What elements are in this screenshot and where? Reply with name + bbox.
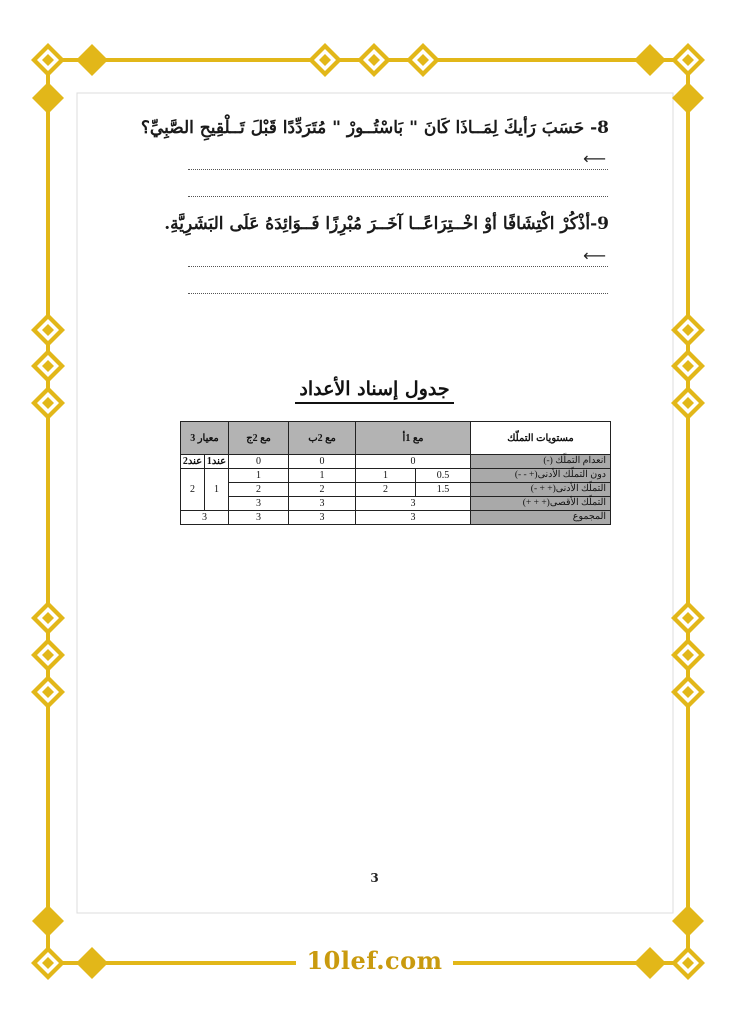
site-watermark: 10lef.com — [0, 946, 749, 975]
question-8: 8- حَسَبَ رَأيكَ لِمَــاذَا كَانَ " بَاسْتُــورْ " مُتَرَدِّدًا قَبْلَ تَــلْقِيحِ الصَّبِيِّ؟ — [140, 118, 609, 138]
cell: 3 — [181, 511, 229, 525]
cell: 1 — [205, 469, 229, 511]
level-label: التملّك الأقصى(+ + +) — [471, 497, 611, 511]
cell: 2 — [289, 483, 356, 497]
answer-line-q8-2[interactable] — [188, 182, 608, 197]
cell: 3 — [289, 497, 356, 511]
sub-header-2: عند2 — [181, 455, 205, 469]
cell: 3 — [356, 497, 471, 511]
cell: 2 — [229, 483, 289, 497]
cell: 3 — [356, 511, 471, 525]
header-criterion-2c: مع 2ج — [229, 422, 289, 455]
cell: 0 — [289, 455, 356, 469]
cell: 0 — [356, 455, 471, 469]
answer-line-q9-2[interactable] — [188, 279, 608, 294]
table-title: جدول إسناد الأعداد — [0, 378, 749, 400]
cell: 1 — [289, 469, 356, 483]
cell: 1 — [229, 469, 289, 483]
cell: 2 — [181, 469, 205, 511]
cell: 0 — [229, 455, 289, 469]
answer-line-q9-1[interactable] — [188, 246, 608, 267]
level-label: انعدام التملّك (-) — [471, 455, 611, 469]
header-criterion-2b: مع 2ب — [289, 422, 356, 455]
header-levels: مستويات التملّك — [471, 422, 611, 455]
cell: 0.5 — [416, 469, 471, 483]
cell: 3 — [289, 511, 356, 525]
level-label: التملّك الأدنى(+ + -) — [471, 483, 611, 497]
cell: 3 — [229, 497, 289, 511]
sub-header-1: عند1 — [205, 455, 229, 469]
grading-table — [180, 421, 611, 525]
answer-line-q8-1[interactable] — [188, 149, 608, 170]
page-number: 3 — [370, 871, 379, 885]
question-9: 9-أذْكُرْ اكْتِشَافًا أوْ اخْــتِرَاعًــا آخَــرَ مُبْرِزًا فَــوَائِدَهُ عَلَى البَشَرِيَّةِ. — [164, 214, 609, 234]
header-criterion-1a: مع 1أ — [356, 422, 471, 455]
cell: 2 — [356, 483, 416, 497]
arrow-icon: ⟵ — [583, 246, 606, 265]
level-label: المجموع — [471, 511, 611, 525]
arrow-icon: ⟵ — [583, 149, 606, 168]
cell: 1 — [356, 469, 416, 483]
level-label: دون التملّك الأدنى(+ - -) — [471, 469, 611, 483]
cell: 1.5 — [416, 483, 471, 497]
header-criterion-3: معيار 3 — [181, 422, 229, 455]
cell: 3 — [229, 511, 289, 525]
